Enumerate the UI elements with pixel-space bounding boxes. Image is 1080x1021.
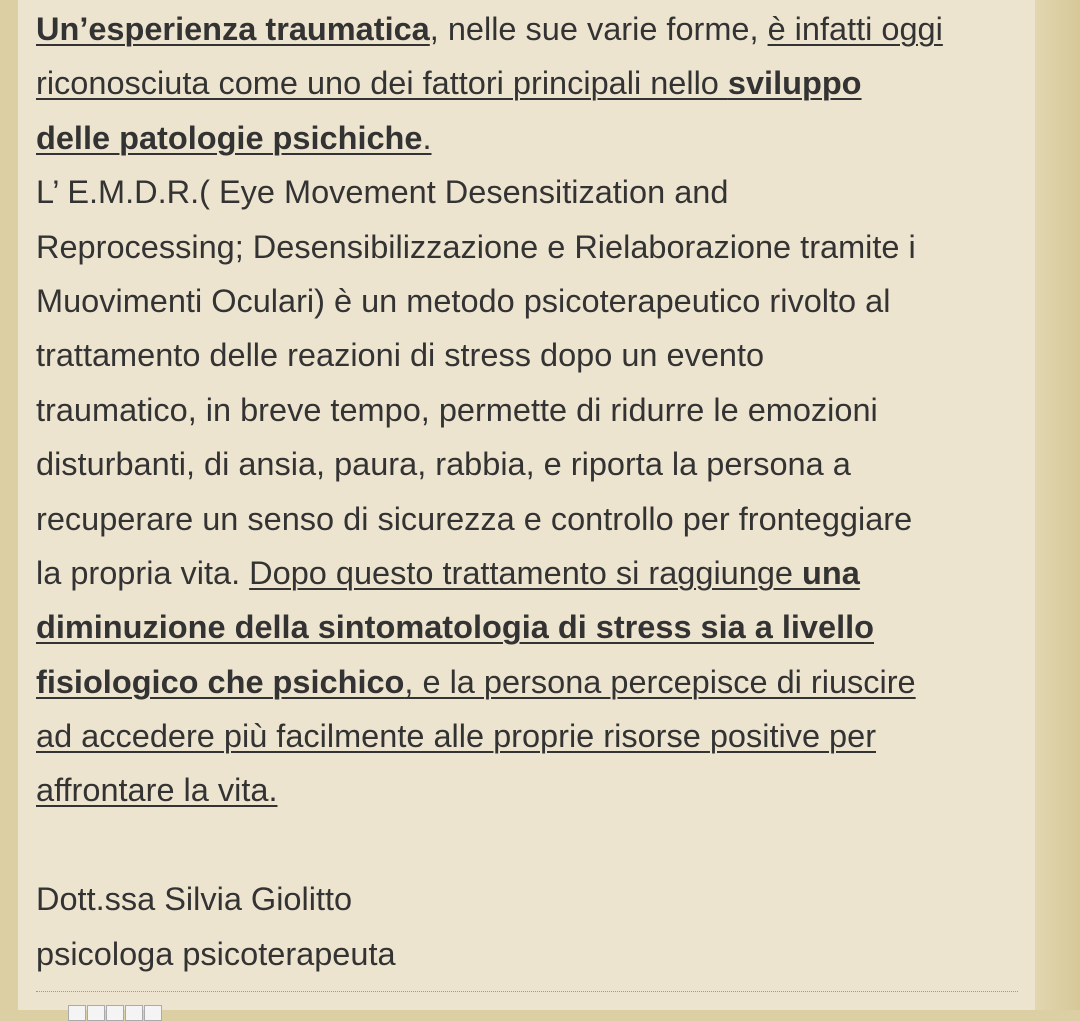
text-line — [36, 709, 1036, 763]
text-segment: sviluppo — [727, 65, 862, 102]
text-segment: psicologa psicoterapeuta — [36, 935, 396, 972]
text-line — [36, 274, 1036, 328]
text-segment: ad accedere più facilmente alle proprie risorse positive per — [36, 718, 877, 755]
text-segment: , nelle sue varie forme, — [429, 11, 768, 47]
text-line — [36, 220, 1036, 274]
text-segment: Muovimenti Oculari) è un metodo psicoterapeutico rivolto al — [36, 282, 891, 319]
text-segment: è infatti oggi — [767, 11, 943, 47]
text-line — [36, 872, 1036, 926]
text-segment: affrontare la vita. — [36, 772, 278, 809]
text-line — [36, 437, 1036, 491]
text-segment: recuperare un senso di sicurezza e controllo per fronteggiare — [36, 500, 913, 537]
text-segment: Reprocessing; Desensibilizzazione e Rielaborazione tramite i — [36, 228, 916, 265]
text-segment: , e la persona percepisce di riuscire — [404, 663, 916, 700]
text-line — [36, 655, 1036, 709]
text-line — [36, 546, 1036, 600]
text-segment: trattamento delle reazioni di stress dopo un evento — [36, 337, 765, 374]
text-segment: la propria vita. — [36, 554, 250, 591]
email-icon[interactable] — [68, 1005, 86, 1021]
text-segment: riconosciuta come uno dei fattori principali nello — [36, 65, 728, 102]
text-line — [36, 2, 1036, 56]
text-segment: L’ E.M.D.R.( Eye Movement Desensitization and — [36, 174, 729, 211]
text-segment: Un’esperienza traumatica — [36, 11, 430, 47]
text-line — [36, 927, 1036, 981]
text-line — [36, 111, 1036, 165]
post-footer-divider — [36, 991, 1018, 992]
text-line — [36, 492, 1036, 546]
blog-icon[interactable] — [87, 1005, 105, 1021]
text-line — [36, 763, 1036, 817]
text-segment: diminuzione della sintomatologia di stress sia a livello — [36, 609, 874, 646]
blank-line — [36, 818, 1036, 872]
text-segment: Dopo questo trattamento si raggiunge — [249, 554, 803, 591]
text-line — [36, 56, 1036, 110]
page-border — [1035, 0, 1080, 1010]
twitter-icon[interactable] — [106, 1005, 124, 1021]
text-line — [36, 383, 1036, 437]
text-segment: disturbanti, di ansia, paura, rabbia, e riporta la persona a — [36, 446, 851, 483]
post-body — [36, 2, 1036, 981]
pinterest-icon[interactable] — [144, 1005, 162, 1021]
share-buttons — [68, 1005, 162, 1021]
facebook-icon[interactable] — [125, 1005, 143, 1021]
text-segment: Dott.ssa Silvia Giolitto — [36, 881, 353, 918]
text-line — [36, 328, 1036, 382]
text-line — [36, 600, 1036, 654]
text-segment: . — [422, 119, 432, 156]
text-line — [36, 165, 1036, 219]
text-segment: traumatico, in breve tempo, permette di ridurre le emozioni — [36, 391, 878, 428]
text-segment: delle patologie psichiche — [36, 119, 423, 156]
text-segment: fisiologico che psichico — [36, 663, 405, 700]
text-segment: una — [802, 554, 860, 591]
